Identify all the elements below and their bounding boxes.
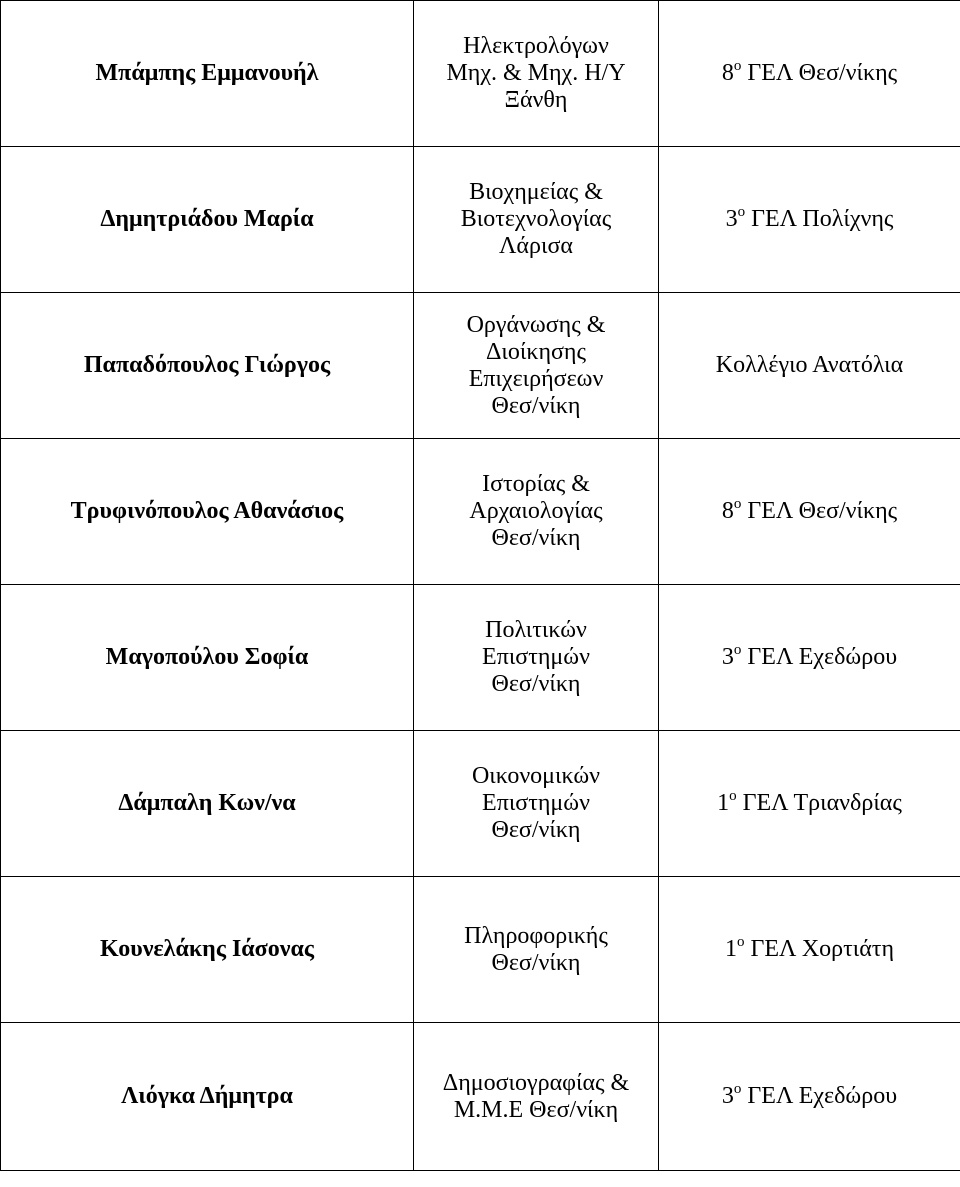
department-line: Μ.Μ.Ε Θεσ/νίκη [453, 1096, 619, 1123]
table-row [1, 1, 960, 147]
school-cell [659, 1, 960, 147]
school-ordinal: ο [733, 642, 742, 658]
department-cell [414, 293, 659, 439]
table-row [1, 147, 960, 293]
department-cell [414, 731, 659, 877]
school-number: 1 [725, 936, 737, 962]
department-cell [414, 147, 659, 293]
table-row [1, 1023, 960, 1171]
school-cell [659, 147, 960, 293]
school-ordinal: ο [737, 934, 745, 950]
school-ordinal: ο [733, 496, 742, 512]
department-line: Ηλεκτρολόγων [463, 33, 609, 59]
school-name: ΓΕΛ Θεσ/νίκης [741, 60, 898, 86]
school-cell [659, 877, 960, 1023]
table-row [1, 585, 960, 731]
students-table-body [1, 1, 960, 1171]
student-name: Μπάμπης Εμμανουήλ [1, 1, 414, 147]
department-cell [414, 1023, 659, 1171]
department-line: Διοίκησης [486, 338, 586, 365]
department-line: Θεσ/νίκη [491, 671, 581, 697]
school-cell [659, 439, 960, 585]
school-name: ΓΕΛ Πολίχνης [745, 206, 894, 232]
school-cell [659, 293, 960, 439]
school-name: ΓΕΛ Θεσ/νίκης [741, 498, 898, 524]
table-row [1, 439, 960, 585]
table-row [1, 731, 960, 877]
department-line: Θεσ/νίκη [491, 949, 581, 976]
student-name: Μαγοπούλου Σοφία [1, 585, 414, 731]
school-number: 3 [725, 206, 738, 232]
department-line: Μηχ. & Μηχ. Η/Υ [446, 60, 626, 86]
school-number: 3 [721, 644, 734, 670]
school-cell [659, 585, 960, 731]
school-number: 3 [721, 1083, 734, 1109]
department-line: Οργάνωσης & [466, 311, 606, 338]
department-line: Βιοτεχνολογίας [460, 206, 612, 232]
department-line: Επιχειρήσεων [468, 365, 604, 392]
department-line: Επιστημών [482, 790, 590, 816]
department-cell [414, 1, 659, 147]
department-line: Αρχαιολογίας [469, 498, 603, 524]
school-ordinal: ο [733, 58, 742, 74]
school-ordinal: ο [733, 1081, 742, 1097]
student-name: Τρυφινόπουλος Αθανάσιος [1, 439, 414, 585]
department-line: Δημοσιογραφίας & [442, 1069, 630, 1096]
department-line: Επιστημών [482, 644, 590, 670]
department-line: Θεσ/νίκη [491, 392, 581, 419]
department-line: Πολιτικών [485, 617, 587, 643]
school-name: ΓΕΛ Χορτιάτη [744, 936, 894, 962]
department-line: Θεσ/νίκη [491, 525, 581, 551]
school-number: 1 [717, 790, 730, 816]
table-row [1, 877, 960, 1023]
department-line: Θεσ/νίκη [491, 817, 581, 843]
school-ordinal: ο [729, 788, 737, 804]
student-name: Κουνελάκης Ιάσονας [1, 877, 414, 1023]
department-cell [414, 877, 659, 1023]
department-line: Ξάνθη [504, 87, 568, 113]
school-cell [659, 1023, 960, 1171]
school-name: ΓΕΛ Εχεδώρου [741, 644, 898, 670]
student-name: Δάμπαλη Κων/να [1, 731, 414, 877]
school-name: Κολλέγιο Ανατόλια [715, 352, 904, 378]
school-cell [659, 731, 960, 877]
school-number: 8 [721, 60, 734, 86]
school-ordinal: ο [737, 204, 746, 220]
student-name: Παπαδόπουλος Γιώργος [1, 293, 414, 439]
student-name: Δημητριάδου Μαρία [1, 147, 414, 293]
department-cell [414, 439, 659, 585]
department-line: Ιστορίας & [482, 471, 590, 497]
department-line: Βιοχημείας & [469, 179, 603, 205]
school-name: ΓΕΛ Τριανδρίας [736, 790, 902, 816]
department-cell [414, 585, 659, 731]
school-name: ΓΕΛ Εχεδώρου [741, 1083, 898, 1109]
department-line: Οικονομικών [471, 763, 601, 789]
student-name: Λιόγκα Δήμητρα [1, 1023, 414, 1171]
school-number: 8 [721, 498, 734, 524]
table-row [1, 293, 960, 439]
department-line: Πληροφορικής [464, 922, 608, 949]
department-line: Λάρισα [499, 233, 573, 259]
